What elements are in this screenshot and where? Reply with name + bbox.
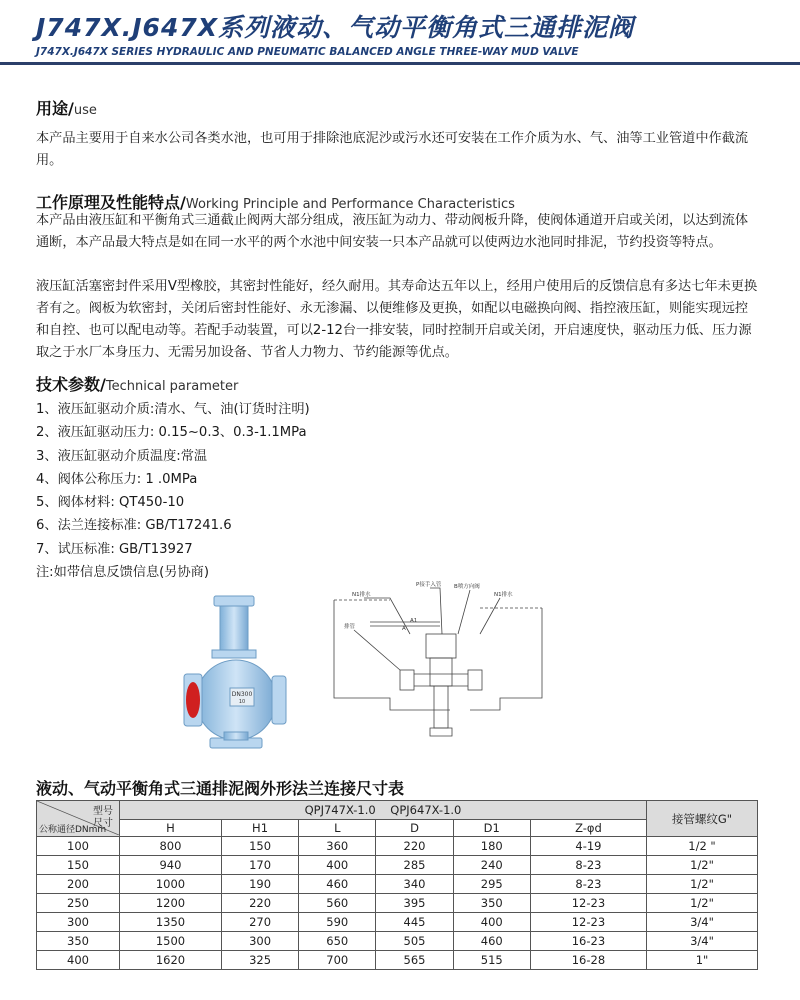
principle-paragraph-2: 液压缸活塞密封件采用V型橡胶，其密封性能好，经久耐用。其寿命达五年以上，经用户使用后的反馈信息有多达七年未更换者有之。阀板为软密封，关闭后密封性能好、永无渗漏、以便维修及更换，如配以电磁换向阀、指控液压缸，则能实现远控和自控、也可以配电动等。若配手动装置，可以2-12台一排安装，同时控制开启或关闭，开启速度快，驱动压力低、压力源取之于水厂本身压力、无需另加设备、节省人力物力、节约能源等优点。 (36, 279, 758, 360)
table-cell: 150 (221, 837, 298, 856)
table-cell: 565 (376, 951, 453, 970)
tech-item: 4、阀体公称压力: 1 .0MPa (36, 471, 198, 487)
column-header: D1 (453, 820, 530, 837)
tech-heading (36, 372, 238, 395)
column-header: H (120, 820, 222, 837)
table-cell: 1350 (120, 913, 222, 932)
table-cell: 150 (37, 856, 120, 875)
table-row (37, 875, 758, 894)
table-cell: 270 (221, 913, 298, 932)
tech-item: 7、试压标准: GB/T13927 (36, 541, 193, 557)
table-cell: 515 (453, 951, 530, 970)
table-cell: 240 (453, 856, 530, 875)
principle-heading-en: Working Principle and Performance Characteristics (185, 197, 515, 212)
tech-item: 1、液压缸驱动介质:清水、气、油(订货时注明) (36, 402, 310, 417)
table-cell: 300 (221, 932, 298, 951)
table-cell: 1000 (120, 875, 222, 894)
use-text: 本产品主要用于自来水公司各类水池，也可用于排除池底泥沙或污水还可安装在工作介质为水、气、油等工业管道中作截流用。 (36, 131, 749, 168)
page-subtitle: J747X.J647X SERIES HYDRAULIC AND PNEUMATIC BALANCED ANGLE THREE-WAY MUD VALVE (36, 46, 579, 58)
drawing-label: P接手入管 (416, 582, 442, 588)
table-cell: 170 (221, 856, 298, 875)
table-cell: 1500 (120, 932, 222, 951)
table-cell: 12-23 (530, 913, 646, 932)
tech-item: 6、法兰连接标准: GB/T17241.6 (36, 518, 232, 534)
table-cell: 445 (376, 913, 453, 932)
table-cell: 360 (299, 837, 376, 856)
drawing-label: A (402, 626, 406, 632)
table-corner-header (37, 801, 120, 837)
table-cell: 1620 (120, 951, 222, 970)
drawing-label: 排管 (344, 624, 356, 630)
column-header: L (299, 820, 376, 837)
corner-size-label: 尺寸 (93, 818, 113, 829)
table-cell: 395 (376, 894, 453, 913)
table-cell: 3/4" (647, 913, 758, 932)
table-cell: 325 (221, 951, 298, 970)
drawing-label: A1 (410, 618, 418, 624)
table-cell: 100 (37, 837, 120, 856)
table-row (37, 837, 758, 856)
model-header: QPJ747X-1.0 QPJ647X-1.0 (120, 801, 647, 820)
drawing-label: N1排水 (352, 592, 371, 598)
installation-drawing (330, 578, 546, 754)
table-cell: 400 (299, 856, 376, 875)
table-row (37, 894, 758, 913)
table-cell: 220 (221, 894, 298, 913)
table-cell: 3/4" (647, 932, 758, 951)
corner-model-label: 型号 (93, 806, 113, 817)
table-cell: 220 (376, 837, 453, 856)
table-cell: 940 (120, 856, 222, 875)
table-cell: 12-23 (530, 894, 646, 913)
table-cell: 1/2" (647, 875, 758, 894)
title-divider (0, 62, 800, 65)
table-cell: 250 (37, 894, 120, 913)
thread-header: 接管螺纹G" (647, 801, 758, 837)
table-cell: 1200 (120, 894, 222, 913)
table-cell: 4-19 (530, 837, 646, 856)
table-cell: 1" (647, 951, 758, 970)
table-title: 液动、气动平衡角式三通排泥阀外形法兰连接尺寸表 (36, 779, 405, 798)
principle-heading-zh: 工作原理及性能特点/ (36, 193, 186, 212)
photo-label-pn: 10 (238, 699, 246, 705)
use-heading-en: use (73, 103, 97, 118)
tech-heading-zh: 技术参数/ (36, 375, 106, 394)
table-cell: 295 (453, 875, 530, 894)
tech-heading-en: Technical parameter (105, 379, 239, 394)
column-header: D (376, 820, 453, 837)
tech-item: 3、液压缸驱动介质温度:常温 (36, 448, 208, 464)
table-cell: 350 (37, 932, 120, 951)
table-row (37, 856, 758, 875)
drawing-label: N1排水 (494, 592, 513, 598)
column-header: Z-φd (530, 820, 646, 837)
table-cell: 8-23 (530, 856, 646, 875)
table-cell: 460 (453, 932, 530, 951)
valve-photo (180, 592, 300, 760)
table-cell: 180 (453, 837, 530, 856)
table-cell: 400 (37, 951, 120, 970)
table-cell: 800 (120, 837, 222, 856)
table-cell: 16-23 (530, 932, 646, 951)
use-heading-zh: 用途/ (36, 99, 74, 118)
table-row (37, 932, 758, 951)
table-cell: 340 (376, 875, 453, 894)
table-row (37, 913, 758, 932)
table-cell: 700 (299, 951, 376, 970)
photo-label-dn: DN300 (231, 691, 253, 698)
principle-paragraph-1: 本产品由液压缸和平衡角式三通截止阀两大部分组成，液压缸为动力、带动阀板升降，使阀体通道开启或关闭，以达到流体通断，本产品最大特点是如在同一水平的两个水池中间安装一只本产品就可以使两边水池同时排泥，节约投资等特点。 (36, 213, 749, 250)
use-heading (36, 96, 97, 119)
page-title: J747X.J647X系列液动、气动平衡角式三通排泥阀 (36, 13, 635, 42)
tech-list (36, 398, 310, 584)
table-cell: 400 (453, 913, 530, 932)
tech-note: 注:如带信息反馈信息(另协商) (36, 565, 209, 581)
table-row (37, 951, 758, 970)
table-cell: 200 (37, 875, 120, 894)
table-cell: 560 (299, 894, 376, 913)
table-cell: 590 (299, 913, 376, 932)
tech-item: 5、阀体材料: QT450-10 (36, 495, 185, 511)
table-cell: 460 (299, 875, 376, 894)
table-cell: 1/2 " (647, 837, 758, 856)
table-cell: 300 (37, 913, 120, 932)
column-header: H1 (221, 820, 298, 837)
table-cell: 1/2" (647, 856, 758, 875)
corner-dn-label: 公称通径DNmm (39, 825, 107, 835)
table-cell: 16-28 (530, 951, 646, 970)
table-cell: 1/2" (647, 894, 758, 913)
tech-item: 2、液压缸驱动压力: 0.15~0.3、0.3-1.1MPa (36, 425, 307, 441)
table-cell: 285 (376, 856, 453, 875)
dimension-table (36, 800, 758, 970)
table-cell: 505 (376, 932, 453, 951)
table-cell: 8-23 (530, 875, 646, 894)
table-cell: 190 (221, 875, 298, 894)
table-cell: 350 (453, 894, 530, 913)
table-cell: 650 (299, 932, 376, 951)
drawing-label: B喷方向阀 (454, 584, 480, 590)
